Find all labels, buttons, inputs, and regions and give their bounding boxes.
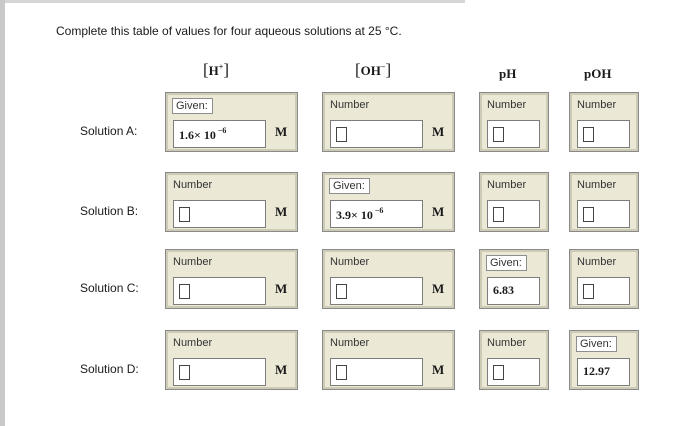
ph-input-d[interactable] xyxy=(487,358,540,386)
page-top-border xyxy=(5,0,465,3)
number-label: Number xyxy=(487,179,527,191)
cell-a-h xyxy=(165,92,298,152)
h-input-c[interactable] xyxy=(173,277,266,305)
cell-d-ph xyxy=(479,330,549,390)
cell-c-ph xyxy=(479,249,549,309)
ph-input-b[interactable] xyxy=(487,200,540,228)
text-cursor xyxy=(179,365,190,380)
page-left-border xyxy=(0,0,5,426)
header-oh-concentration: [OH−] xyxy=(355,60,392,79)
header-h-concentration: [H+] xyxy=(203,60,230,79)
text-cursor xyxy=(493,207,504,222)
header-ph: pH xyxy=(499,66,517,81)
given-value: 1.6× 10 $^{-6}$ xyxy=(179,126,227,142)
number-label: Number xyxy=(330,256,370,268)
ph-input-a[interactable] xyxy=(487,120,540,148)
oh-input-c[interactable] xyxy=(330,277,423,305)
molar-unit: M xyxy=(432,124,445,139)
given-value-box xyxy=(330,200,423,228)
number-label: Number xyxy=(330,337,370,349)
number-label: Number xyxy=(173,179,213,191)
text-cursor xyxy=(583,207,594,222)
oh-input-d[interactable] xyxy=(330,358,423,386)
given-value-box xyxy=(577,358,630,386)
given-tag: Given: xyxy=(576,336,617,352)
text-cursor xyxy=(179,284,190,299)
number-label: Number xyxy=(577,99,617,111)
molar-unit: M xyxy=(432,204,445,219)
text-cursor xyxy=(493,365,504,380)
molar-unit: M xyxy=(275,204,288,219)
text-cursor xyxy=(336,284,347,299)
molar-unit: M xyxy=(432,362,445,377)
given-tag: Given: xyxy=(329,178,370,194)
number-label: Number xyxy=(577,179,617,191)
poh-input-c[interactable] xyxy=(577,277,630,305)
number-label: Number xyxy=(330,99,370,111)
text-cursor xyxy=(179,207,190,222)
oh-input-a[interactable] xyxy=(330,120,423,148)
cell-d-oh xyxy=(322,330,455,390)
text-cursor xyxy=(336,365,347,380)
header-poh: pOH xyxy=(584,66,612,81)
question-prompt: Complete this table of values for four aqueous solutions at 25 °C. xyxy=(56,24,402,38)
molar-unit: M xyxy=(432,281,445,296)
cell-a-poh xyxy=(569,92,639,152)
cell-b-h xyxy=(165,172,298,232)
row-label-solution-d: Solution D: xyxy=(80,362,139,376)
h-input-d[interactable] xyxy=(173,358,266,386)
molar-unit: M xyxy=(275,124,288,139)
cell-b-ph xyxy=(479,172,549,232)
row-label-solution-c: Solution C: xyxy=(80,281,139,295)
number-label: Number xyxy=(577,256,617,268)
given-value-box xyxy=(487,277,540,305)
poh-input-a[interactable] xyxy=(577,120,630,148)
row-label-solution-a: Solution A: xyxy=(80,124,138,138)
given-value: 3.9× 10 $^{-6}$ xyxy=(336,206,384,222)
given-value: 6.83 xyxy=(493,283,514,297)
cell-c-poh xyxy=(569,249,639,309)
cell-c-oh xyxy=(322,249,455,309)
text-cursor xyxy=(336,127,347,142)
poh-input-b[interactable] xyxy=(577,200,630,228)
given-value: 12.97 xyxy=(583,364,610,378)
given-value-box xyxy=(173,120,266,148)
text-cursor xyxy=(583,284,594,299)
row-label-solution-b: Solution B: xyxy=(80,204,139,218)
molar-unit: M xyxy=(275,362,288,377)
cell-b-poh xyxy=(569,172,639,232)
number-label: Number xyxy=(173,256,213,268)
molar-unit: M xyxy=(275,281,288,296)
cell-d-poh xyxy=(569,330,639,390)
cell-a-ph xyxy=(479,92,549,152)
number-label: Number xyxy=(173,337,213,349)
text-cursor xyxy=(493,127,504,142)
h-input-b[interactable] xyxy=(173,200,266,228)
number-label: Number xyxy=(487,99,527,111)
given-tag: Given: xyxy=(486,255,527,271)
text-cursor xyxy=(583,127,594,142)
cell-b-oh xyxy=(322,172,455,232)
cell-d-h xyxy=(165,330,298,390)
number-label: Number xyxy=(487,337,527,349)
cell-a-oh xyxy=(322,92,455,152)
cell-c-h xyxy=(165,249,298,309)
given-tag: Given: xyxy=(172,98,213,114)
